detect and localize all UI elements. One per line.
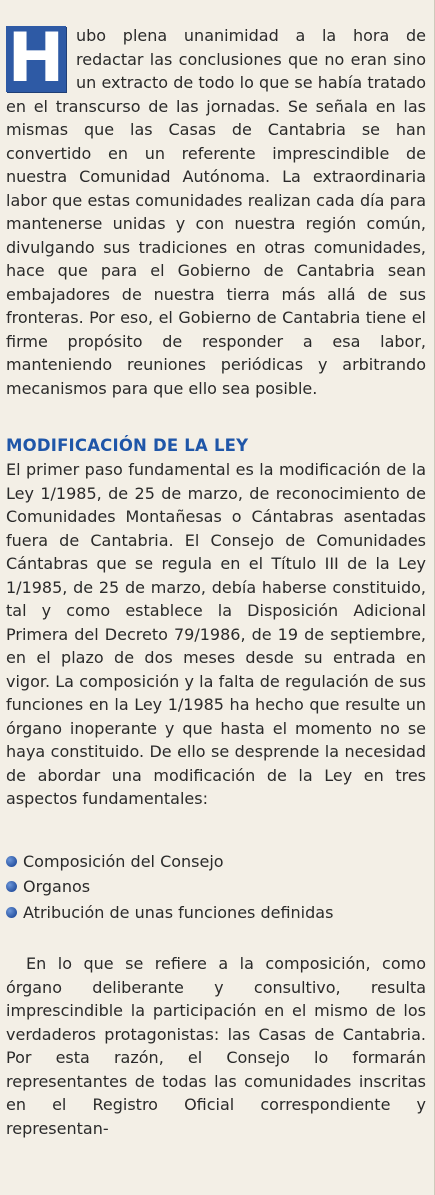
aspects-list (6, 849, 426, 926)
list-item-text: Atribución de unas funciones definidas (23, 902, 334, 922)
drop-cap: H (7, 19, 65, 98)
intro-paragraph (6, 19, 426, 400)
section-heading: MODIFICACIÓN DE LA LEY (6, 436, 249, 455)
list-item (6, 900, 426, 926)
list-item (6, 849, 426, 875)
bullet-dot-icon (6, 856, 17, 867)
list-item-text: Composición del Consejo (23, 851, 224, 871)
section-paragraph: El primer paso fundamental es la modificación de la Ley 1/1985, de 25 de marzo, de reconocimiento de Comunidades Montañesas o Cántabras asentadas fuera de Cantabria. El Consejo de Comunidades Cántabras que se regula en el Título III de la Ley 1/1985, de 25 de marzo, debía haberse constituido, tal y como establece la Disposición Adicional Primera del Decreto 79/1986, de 19 de septiembre, en el plazo de dos meses desde su entrada en vigor. La composición y la falta de regulación de sus funciones en la Ley 1/1985 ha hecho que resulte un órgano inoperante y que hasta el momento no se haya constituido. De ello se desprende la necesidad de abordar una modificación de la Ley en tres aspectos fundamentales: (6, 460, 426, 808)
closing-paragraph: En lo que se refiere a la composición, como órgano deliberante y consultivo, resulta imprescindible la participación en el mismo de los verdaderos protagonistas: las Casas de Cantabria. Por esta razón, el Consejo lo formarán representantes de todas las comunidades inscritas en el Registro Oficial correspondiente y representan- (6, 954, 426, 1138)
list-item-text: Organos (23, 877, 91, 896)
bullet-dot-icon (6, 881, 17, 892)
intro-text: ubo plena unanimidad a la hora de redactar las conclusiones que no eran sino un extracto de todo lo que se había tratado en el transcurso de las jornadas. Se señala en las mismas que las Casas de Cantabria se han convertido en un referente imprescindible de nuestra Comunidad Autónoma. La extraordinaria labor que estas comunidades realizan cada día para mantenerse unidas y con nuestra región común, divulgando sus tradiciones en otras comunidades, hace que para el Gobierno de Cantabria sean embajadores de nuestra tierra más allá de sus fronteras. Por eso, el Gobierno de Cantabria tiene el firme propósito de responder a esa labor, manteniendo reuniones periódicas y arbitrando mecanismos para que ello sea posible. (6, 26, 426, 398)
bullet-dot-icon (6, 907, 17, 918)
list-item (6, 874, 426, 900)
